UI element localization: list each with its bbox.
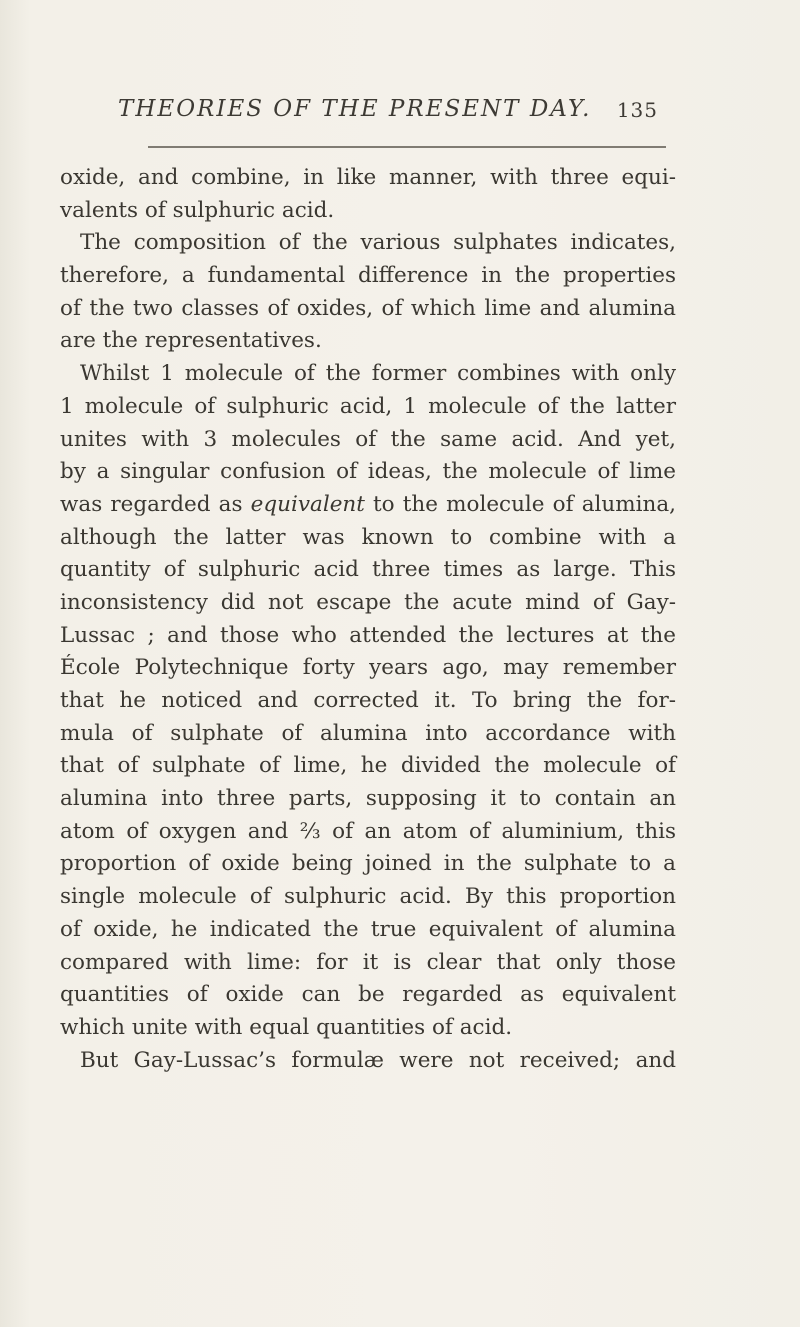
text-line: proportion of oxide being joined in the sulphate to a [60, 851, 676, 877]
paragraph-start-line: But Gay-Lussac’s formulæ were not received; and [80, 1047, 676, 1073]
text-line: of the two classes of oxides, of which lime and alumina [60, 295, 676, 321]
text-line: inconsistency did not escape the acute mind of Gay- [60, 589, 676, 615]
running-title: THEORIES OF THE PRESENT DAY. [118, 96, 592, 122]
emphasized-word: equivalent [250, 491, 365, 517]
text-line: École Polytechnique forty years ago, may remember [60, 655, 676, 681]
text-line: are the representatives. [60, 328, 322, 354]
text-line: unites with 3 molecules of the same acid. And yet, [60, 426, 676, 452]
text-line: valents of sulphuric acid. [60, 197, 335, 223]
text-line: quantities of oxide can be regarded as equivalent [60, 982, 676, 1008]
text-line: compared with lime: for it is clear that only those [60, 949, 676, 975]
text-line: single molecule of sulphuric acid. By this proportion [60, 884, 676, 910]
paragraph-start-line: The composition of the various sulphates indicates, [80, 230, 676, 256]
text-line: by a singular confusion of ideas, the molecule of lime [60, 459, 676, 485]
text-line: of oxide, he indicated the true equivalent of alumina [60, 916, 676, 942]
text-line: that he noticed and corrected it. To bring the for- [60, 688, 676, 713]
text-segment: was regarded as [60, 491, 251, 517]
text-line: therefore, a fundamental difference in the properties [60, 263, 676, 289]
body-text [60, 162, 676, 1077]
text-line: 1 molecule of sulphuric acid, 1 molecule of the latter [60, 393, 676, 419]
text-line: that of sulphate of lime, he divided the molecule of [60, 753, 676, 779]
page-number: 135 [616, 98, 658, 122]
text-line: Lussac ; and those who attended the lectures at the [60, 622, 676, 648]
text-line: quantity of sulphuric acid three times as large. This [60, 557, 676, 583]
text-line-with-emphasis [60, 489, 676, 522]
header-rule [148, 146, 666, 148]
text-segment: to the molecule of alumina, [364, 491, 677, 517]
text-line: oxide, and combine, in like manner, with three equi- [60, 165, 676, 190]
running-head [118, 96, 658, 136]
text-line: mula of sulphate of alumina into accordance with [60, 720, 676, 746]
paragraph-start-line: Whilst 1 molecule of the former combines with only [80, 361, 676, 387]
text-line: which unite with equal quantities of acid. [60, 1014, 513, 1040]
text-line: although the latter was known to combine with a [60, 524, 676, 550]
text-line: alumina into three parts, supposing it to contain an [60, 786, 676, 812]
text-line: atom of oxygen and ⅔ of an atom of aluminium, this [60, 818, 676, 844]
